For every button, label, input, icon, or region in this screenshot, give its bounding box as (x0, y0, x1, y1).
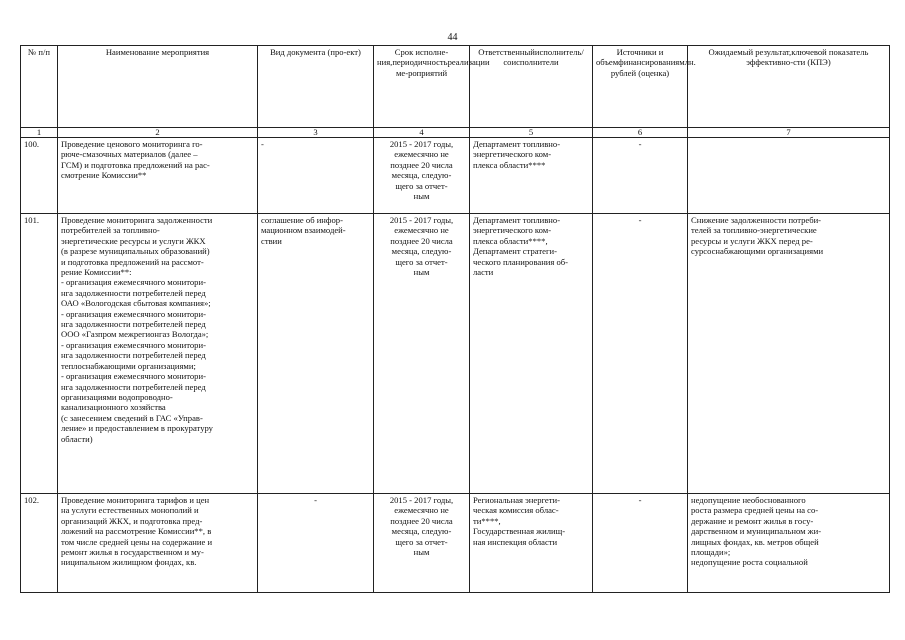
cell-text-line: и подготовка предложений на рассмот- (61, 256, 204, 267)
cell-text-line: сурсоснабжающими организациями (691, 246, 824, 257)
cell-result (688, 494, 890, 593)
cell-text-line: роста размера средней цены на со- (691, 505, 819, 516)
cell-text-line: млн. рублей (оценка) (610, 57, 696, 78)
column-number: 7 (688, 128, 890, 138)
table-row (21, 494, 890, 593)
cell-text-line: ект) (346, 47, 361, 57)
cell-text-line: 2015 - 2017 годы, (389, 215, 454, 225)
cell-doc (258, 494, 374, 593)
cell-text-line: Департамент топливно- (473, 139, 561, 149)
cell-text-line: № п/п (28, 47, 50, 57)
cell-text-line: - (638, 495, 642, 505)
cell-text-line: потребителей за топливно- (61, 225, 160, 236)
cell-text-line: плекса области**** (473, 159, 546, 170)
table-row (21, 138, 890, 214)
cell-text-line: Снижение задолженности потреби- (691, 215, 822, 225)
cell-text-line: ческая комиссия облас- (473, 505, 559, 516)
cell-text-line: рение Комиссии**: (61, 267, 132, 278)
column-number: 3 (258, 128, 374, 138)
header-doc-type (258, 46, 374, 128)
cell-text-line: области) (61, 433, 93, 444)
cell-result (688, 214, 890, 494)
cell-text-line: рюче-смазочных материалов (далее – (61, 149, 198, 160)
column-number-row (21, 128, 890, 138)
activities-table (20, 45, 890, 593)
cell-resp (470, 138, 593, 214)
cell-text-line: 100. (24, 139, 40, 149)
cell-text-line: позднее 20 числа (390, 235, 453, 246)
cell-text-line: организациями водопроводно- (61, 391, 173, 402)
cell-text-line: нга задолженности потребителей перед (61, 287, 206, 298)
cell-text-line: 2015 - 2017 годы, (389, 139, 454, 149)
header-result (688, 46, 890, 128)
cell-text-line: - (261, 139, 264, 149)
cell-text-line: на услуги естественных монополий и (61, 505, 199, 516)
column-number: 1 (21, 128, 58, 138)
cell-text-line: ным (413, 267, 430, 278)
cell-text-line: Департамент стратеги- (473, 246, 557, 257)
cell-text-line: периодичность (392, 57, 448, 68)
cell-text-line: ная инспекция области (473, 536, 558, 547)
cell-text-line: недопущение необоснованного (691, 495, 806, 505)
cell-text-line: позднее 20 числа (390, 159, 453, 170)
cell-text-line: финансирования (618, 57, 680, 68)
column-number: 6 (593, 128, 688, 138)
cell-text-line: Государственная жилищ- (473, 526, 566, 537)
cell-text-line: лищных фондах, кв. метров общей (691, 536, 819, 547)
cell-text-line: держание и ремонт жилья в госу- (691, 515, 814, 526)
cell-text-line: ГСМ) и подготовка предложений на рас- (61, 159, 210, 170)
cell-text-line: телей за топливно-энергетические (691, 225, 817, 236)
cell-text-line: Региональная энергети- (473, 495, 560, 505)
cell-text-line: дарственном и муниципальном жи- (691, 526, 822, 537)
cell-resp (470, 214, 593, 494)
cell-text-line: - организация ежемесячного монитори- (61, 308, 206, 319)
cell-text-line: месяца, следую- (391, 170, 452, 181)
cell-text-line: роприятий (408, 67, 448, 78)
cell-text-line: реализации ме- (395, 57, 490, 78)
cell-text-line: ежемесячно не (394, 505, 449, 516)
cell-text-line: щего за отчет- (395, 180, 448, 191)
cell-name (58, 494, 258, 593)
cell-text-line: 101. (24, 215, 40, 225)
cell-text-line: - организация ежемесячного монитори- (61, 371, 206, 382)
table-row (21, 214, 890, 494)
cell-text-line: позднее 20 числа (390, 515, 453, 526)
cell-text-line: сти (КПЭ) (793, 57, 831, 68)
column-number: 5 (470, 128, 593, 138)
cell-resp (470, 494, 593, 593)
cell-text-line: ежемесячно не (394, 149, 449, 160)
cell-text-line: теплоснабжающими организациями; (61, 360, 196, 371)
cell-result (688, 138, 890, 214)
cell-text-line: ложений на рассмотрение Комиссии**, в (61, 526, 212, 537)
cell-text-line: ствии (261, 235, 282, 246)
cell-doc (258, 214, 374, 494)
cell-text-line: энергетического ком- (473, 149, 552, 160)
cell-text-line: - (314, 495, 317, 505)
cell-text-line: площади»; (691, 547, 731, 558)
cell-text-line: Срок исполне- (394, 47, 449, 57)
table-header-row (21, 46, 890, 128)
cell-num (21, 214, 58, 494)
cell-text-line: 2015 - 2017 годы, (389, 495, 454, 505)
cell-text-line: - организация ежемесячного монитори- (61, 339, 206, 350)
cell-text-line: Ответственный (478, 47, 535, 57)
cell-text-line: ческого планирования об- (473, 256, 569, 267)
cell-text-line: нга задолженности потребителей перед (61, 381, 206, 392)
cell-text-line: Проведение ценового мониторинга го- (61, 139, 203, 149)
cell-text-line: исполнитель/ (534, 47, 584, 57)
cell-text-line: соисполнители (503, 57, 559, 68)
cell-text-line: ежемесячно не (394, 225, 449, 236)
cell-text-line: энергетического ком- (473, 225, 552, 236)
column-number: 4 (374, 128, 470, 138)
cell-text-line: Источники и объем (596, 47, 664, 68)
cell-text-line: 102. (24, 495, 40, 505)
header-financing (593, 46, 696, 128)
cell-text-line: - организация ежемесячного монитори- (61, 277, 206, 288)
cell-text-line: Ожидаемый результат, (708, 47, 792, 57)
cell-name (58, 138, 258, 214)
cell-text-line: щего за отчет- (395, 256, 448, 267)
cell-term (374, 494, 470, 593)
cell-text-line: нга задолженности потребителей перед (61, 319, 206, 330)
cell-text-line: Департамент топливно- (473, 215, 561, 225)
cell-text-line: ния, (377, 57, 393, 68)
cell-text-line: месяца, следую- (391, 246, 452, 257)
cell-name (58, 214, 258, 494)
cell-text-line: (в разрезе муниципальных образований) (61, 246, 210, 257)
header-name (58, 46, 258, 128)
cell-text-line: канализационного хозяйства (61, 402, 166, 413)
cell-text-line: соглашение об инфор- (261, 215, 343, 225)
cell-text-line: ремонт жилья в государственном и му- (61, 547, 204, 558)
cell-text-line: ным (413, 191, 430, 202)
cell-text-line: недопущение роста социальной (691, 557, 808, 568)
cell-doc (258, 138, 374, 214)
cell-term (374, 138, 470, 214)
cell-text-line: смотрение Комиссии** (61, 170, 147, 181)
cell-text-line: Вид документа (про- (270, 47, 347, 57)
cell-term (374, 214, 470, 494)
cell-text-line: плекса области****, (473, 235, 548, 246)
cell-text-line: Проведение мониторинга тарифов и цен (61, 495, 210, 505)
header-term (374, 46, 490, 128)
cell-text-line: нга задолженности потребителей перед (61, 350, 206, 361)
cell-text-line: (с занесением сведений в ГАС «Управ- (61, 412, 203, 423)
cell-text-line: организаций ЖКХ, и подготовка пред- (61, 515, 203, 526)
cell-fin (593, 138, 688, 214)
cell-text-line: ным (413, 547, 430, 558)
cell-text-line: ОАО «Вологодская сбытовая компания»; (61, 298, 211, 309)
cell-text-line: ООО «Газпром межрегионгаз Вологда»; (61, 329, 209, 340)
cell-text-line: том числе средней цены на содержание и (61, 536, 213, 547)
cell-text-line: ниципальном жилищном фондах, кв. (61, 557, 197, 568)
cell-text-line: ресурсы и услуги ЖКХ перед ре- (691, 235, 813, 246)
cell-fin (593, 494, 688, 593)
cell-text-line: щего за отчет- (395, 536, 448, 547)
header-number (21, 46, 58, 128)
cell-text-line: ление» и предоставлением в прокуратуру (61, 423, 213, 434)
cell-num (21, 138, 58, 214)
cell-text-line: ласти (473, 267, 494, 278)
cell-text-line: мационном взаимодей- (261, 225, 346, 236)
page-number: 44 (447, 32, 458, 43)
cell-text-line: энергетические ресурсы и услуги ЖКХ (61, 235, 206, 246)
cell-num (21, 494, 58, 593)
cell-text-line: Проведение мониторинга задолженности (61, 215, 213, 225)
cell-text-line: - (638, 139, 642, 149)
cell-text-line: - (638, 215, 642, 225)
cell-text-line: месяца, следую- (391, 526, 452, 537)
cell-text-line: ключевой показатель эффективно- (746, 47, 869, 68)
cell-fin (593, 214, 688, 494)
column-number: 2 (58, 128, 258, 138)
cell-text-line: ти****, (473, 515, 501, 526)
cell-text-line: Наименование мероприятия (105, 47, 210, 57)
